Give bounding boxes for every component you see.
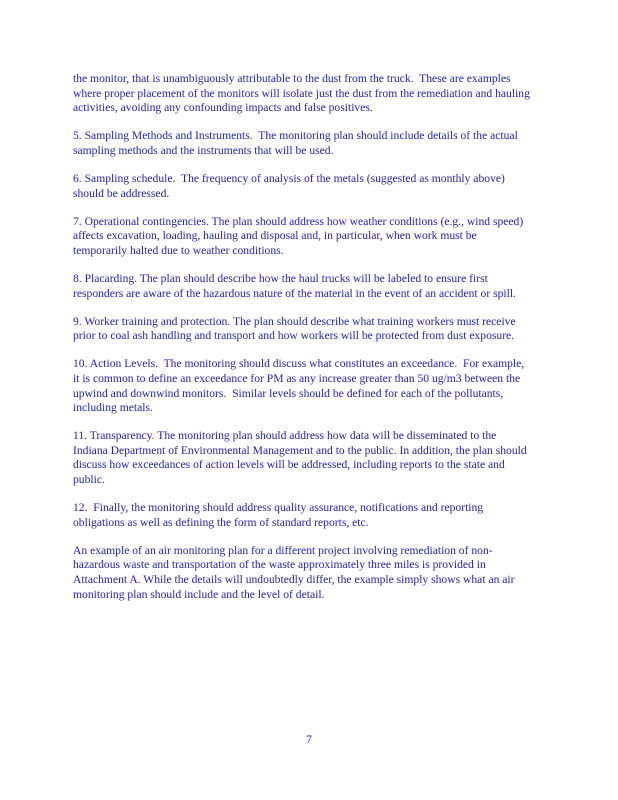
paragraph-sampling-schedule: 6. Sampling schedule. The frequency of analysis of the metals (suggested as monthly above) should be addressed. [73, 171, 505, 200]
paragraph-quality-assurance: 12. Finally, the monitoring should address quality assurance, notifications and reporting obligations as well as defining the form of standard reports, etc. [73, 501, 484, 529]
document-body [73, 72, 603, 616]
paragraph-transparency: 11. Transparency. The monitoring plan should address how data will be disseminated to the Indiana Department of Environmental Management and to the public. In addition, the plan should discuss how exceedances of action levels will be addressed, including reports to the state and public. [73, 429, 527, 486]
paragraph-sampling-methods: 5. Sampling Methods and Instruments. The monitoring plan should include details of the actual sampling methods and the instruments that will be used. [73, 129, 518, 157]
paragraph-action-levels: 10. Action Levels. The monitoring should discuss what constitutes an exceedance. For example, it is common to define an exceedance for PM as any increase greater than 50 ug/m3 between the upwind and downwind monitors. Similar levels should be defined for each of the pollutants, including metals. [73, 357, 525, 415]
paragraph-intro-continuation: the monitor, that is unambiguously attributable to the dust from the truck. These are examples where proper placement of the monitors will isolate just the dust from the remediation and hauling activities, avoiding any confounding impacts and false positives. [73, 72, 530, 115]
paragraph-worker-training: 9. Worker training and protection. The plan should describe what training workers must receive prior to coal ash handling and transport and how workers will be protected from dust exposure. [73, 314, 516, 343]
paragraph-placarding: 8. Placarding. The plan should describe how the haul trucks will be labeled to ensure first responders are aware of the hazardous nature of the material in the event of an accident or spill. [73, 271, 516, 300]
paragraph-example-attachment: An example of an air monitoring plan for a different project involving remediation of non- hazardous waste and transportation of the waste approximately three miles is provided in Attachment A. While the details will undoubtedly differ, the example simply shows what an air monitoring plan should include and the level of detail. [73, 543, 515, 601]
paragraph-operational-contingencies: 7. Operational contingencies. The plan should address how weather conditions (e.g., wind speed) affects excavation, loading, hauling and disposal and, in particular, when work must be temporarily halted due to weather conditions. [73, 214, 524, 257]
page-number: 7 [306, 733, 312, 746]
